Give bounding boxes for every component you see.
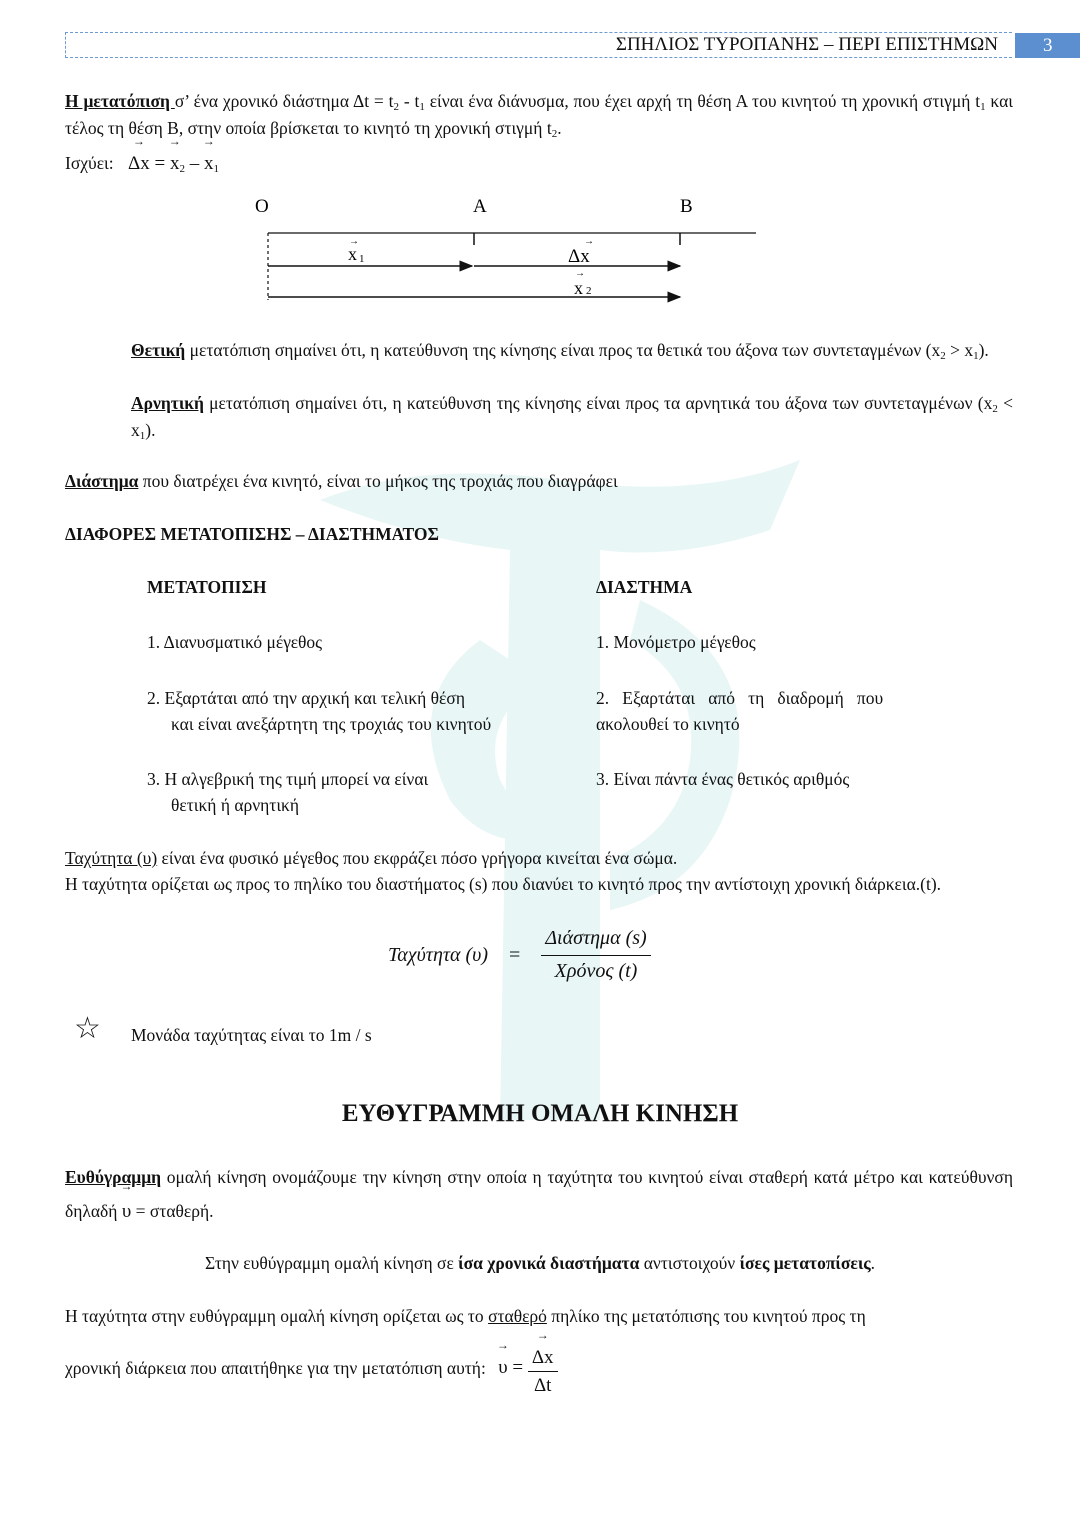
- velocity-formula-line: [65, 1338, 558, 1399]
- subscript: 1: [213, 163, 219, 175]
- differences-heading: ΔΙΑΦΟΡΕΣ ΜΕΤΑΤΟΠΙΣΗΣ – ΔΙΑΣΤΗΜΑΤΟΣ: [65, 524, 439, 544]
- speed-unit-note: Μονάδα ταχύτητας είναι το 1m / s: [131, 1025, 372, 1045]
- displacement-item-2: 2. Εξαρτάται από την αρχική και τελική θέση: [147, 688, 465, 708]
- displacement-text: και τέλος τη θέση Β, στην οποία βρίσκεται το κινητό τη χρονική στιγμή t: [65, 91, 1013, 138]
- velocity-equation: [498, 1338, 557, 1399]
- speed-term: Ταχύτητα (υ): [65, 848, 158, 868]
- page-number: 3: [1015, 33, 1080, 58]
- vector-arrow-mark: →: [349, 236, 359, 247]
- equal-displacements-statement: [0, 1250, 1080, 1277]
- point-b-label: Β: [680, 196, 693, 217]
- equation-label: Ισχύει:: [65, 153, 114, 173]
- distance-item-3: 3. Είναι πάντα ένας θετικός αριθμός: [596, 769, 850, 789]
- vector-x1-label: x: [348, 244, 357, 264]
- subscript: 1: [980, 101, 986, 113]
- negative-displacement: [131, 390, 1013, 444]
- statement-bold: ίσα χρονικά διαστήματα: [458, 1253, 640, 1273]
- section-title: ΕΥΘΥΓΡΑΜΜΗ ΟΜΑΛΗ ΚΙΝΗΣΗ: [341, 1100, 739, 1127]
- vector-arrow-mark: →: [584, 236, 594, 247]
- column-heading-distance: ΔΙΑΣΤΗΜΑ: [596, 577, 693, 597]
- uniform-motion-term: Ευθύγραμμη: [65, 1167, 162, 1187]
- formula-equals: =: [509, 943, 521, 966]
- vector-arrow-mark: →: [575, 268, 585, 279]
- equals-sign: =: [149, 153, 170, 174]
- star-icon: ☆: [74, 1012, 101, 1045]
- negative-text: < x: [131, 393, 1013, 440]
- subscript: 1: [139, 430, 146, 442]
- statement-text: Στην ευθύγραμμη ομαλή κίνηση σε: [204, 1253, 459, 1273]
- uniform-motion-text: = σταθερή.: [131, 1201, 214, 1221]
- vector-x1-subscript: 1: [359, 253, 365, 265]
- column-heading-displacement: ΜΕΤΑΤΟΠΙΣΗ: [147, 577, 267, 597]
- displacement-text: .: [557, 118, 562, 138]
- subscript: 2: [179, 163, 185, 175]
- statement-bold: ίσες μετατοπίσεις: [739, 1253, 871, 1273]
- subscript: 2: [551, 128, 558, 140]
- vector-x2-subscript: 2: [586, 285, 592, 297]
- negative-text: μετατόπιση σημαίνει ότι, η κατεύθυνση της κίνησης είναι προς τα αρνητικά του άξονα των συντεταγμένων (x: [203, 393, 993, 413]
- speed-definition: [65, 845, 677, 872]
- subscript: 2: [992, 403, 998, 415]
- displacement-item-1: 1. Διανυσματικό μέγεθος: [147, 632, 323, 652]
- formula-numerator: Διάστημα (s): [541, 925, 650, 956]
- velocity-denominator: Δt: [533, 1375, 552, 1396]
- velocity-fraction: [528, 1338, 558, 1399]
- displacement-item-2-cont: και είναι ανεξάρτητη της τροχιάς του κινητού: [171, 714, 492, 734]
- distance-text: που διατρέχει ένα κινητό, είναι το μήκος της τροχιάς που διαγράφει: [138, 471, 618, 491]
- uniform-motion-text: ομαλή κίνηση ονομάζουμε την κίνηση στην οποία η ταχύτητα του κινητού είναι σταθερή κατά μέτρο και κατεύθυνση δηλαδή: [65, 1167, 1013, 1221]
- displacement-equation: [65, 150, 219, 177]
- subscript: 2: [940, 350, 946, 362]
- negative-text: ).: [145, 420, 156, 440]
- positive-text: ).: [978, 340, 989, 360]
- distance-item-2: 2. Εξαρτάται από τη διαδρομή που: [596, 688, 884, 708]
- formula-denominator: Χρόνος (t): [554, 960, 638, 982]
- velocity-definition: [65, 1303, 1013, 1330]
- vector-dx: → Δx: [532, 1344, 554, 1371]
- velocity-text: χρονική διάρκεια που απαιτήθηκε για την μετατόπιση αυτή:: [65, 1358, 486, 1378]
- header-title: ΣΠΗΛΙΟΣ ΤΥΡΟΠΑΝΗΣ – ΠΕΡΙ ΕΠΙΣΤΗΜΩΝ: [615, 34, 998, 55]
- equals-sign: =: [507, 1356, 528, 1378]
- distance-item-2-cont: ακολουθεί το κινητό: [596, 714, 740, 734]
- minus-sign: –: [184, 153, 204, 174]
- vector-x1: → x: [204, 150, 214, 177]
- vector-v: → υ: [122, 1195, 131, 1229]
- point-a-label: Α: [473, 196, 487, 217]
- positive-text: > x: [945, 340, 974, 360]
- velocity-text: πηλίκο της μετατόπισης του κινητού προς τη: [546, 1306, 866, 1326]
- displacement-diagram: [250, 190, 770, 310]
- formula-fraction: [541, 925, 650, 985]
- displacement-text: σ’ ένα χρονικό διάστημα Δt = t: [174, 91, 394, 111]
- statement-text: αντιστοιχούν: [639, 1253, 740, 1273]
- vector-x2-label: x: [574, 278, 583, 298]
- displacement-term: Η μετατόπιση: [65, 91, 175, 111]
- uniform-motion-definition: [65, 1160, 1013, 1229]
- vector-dx-label: Δx: [568, 246, 590, 267]
- speed-explanation: Η ταχύτητα ορίζεται ως προς το πηλίκο του διαστήματος (s) που διανύει το κινητό προς την αντίστοιχη χρονική διάρκεια.(t).: [65, 874, 942, 894]
- positive-displacement: [131, 337, 1013, 364]
- subscript: 2: [393, 101, 399, 113]
- displacement-text: είναι ένα διάνυσμα, που έχει αρχή τη θέση Α του κινητού τη χρονική στιγμή t: [424, 91, 981, 111]
- speed-text: είναι ένα φυσικό μέγεθος που εκφράζει πόσο γρήγορα κινείται ένα σώμα.: [157, 848, 678, 868]
- statement-text: .: [870, 1253, 876, 1273]
- subscript: 1: [419, 101, 425, 113]
- velocity-text: Η ταχύτητα στην ευθύγραμμη ομαλή κίνηση ορίζεται ως το: [65, 1306, 489, 1326]
- displacement-item-3: 3. Η αλγεβρική της τιμή μπορεί να είναι: [147, 769, 429, 789]
- subscript: 1: [973, 350, 979, 362]
- distance-term: Διάστημα: [65, 471, 139, 491]
- speed-formula: [388, 925, 651, 985]
- negative-term: Αρνητική: [131, 393, 204, 413]
- formula-lhs: Ταχύτητα (υ): [388, 943, 489, 966]
- velocity-underlined: σταθερό: [488, 1306, 547, 1326]
- distance-definition: [65, 468, 618, 495]
- displacement-text: - t: [398, 91, 420, 111]
- vector-dx: → Δx: [128, 150, 150, 177]
- positive-text: μετατόπιση σημαίνει ότι, η κατεύθυνση της κίνησης είναι προς τα θετικά του άξονα των συντεταγμένων (x: [185, 340, 941, 360]
- vector-v: → υ: [498, 1354, 507, 1381]
- distance-item-1: 1. Μονόμετρο μέγεθος: [596, 632, 756, 652]
- positive-term: Θετική: [131, 340, 186, 360]
- vector-x2: → x: [170, 150, 180, 177]
- displacement-item-3-cont: θετική ή αρνητική: [171, 795, 300, 815]
- point-o-label: Ο: [255, 196, 269, 217]
